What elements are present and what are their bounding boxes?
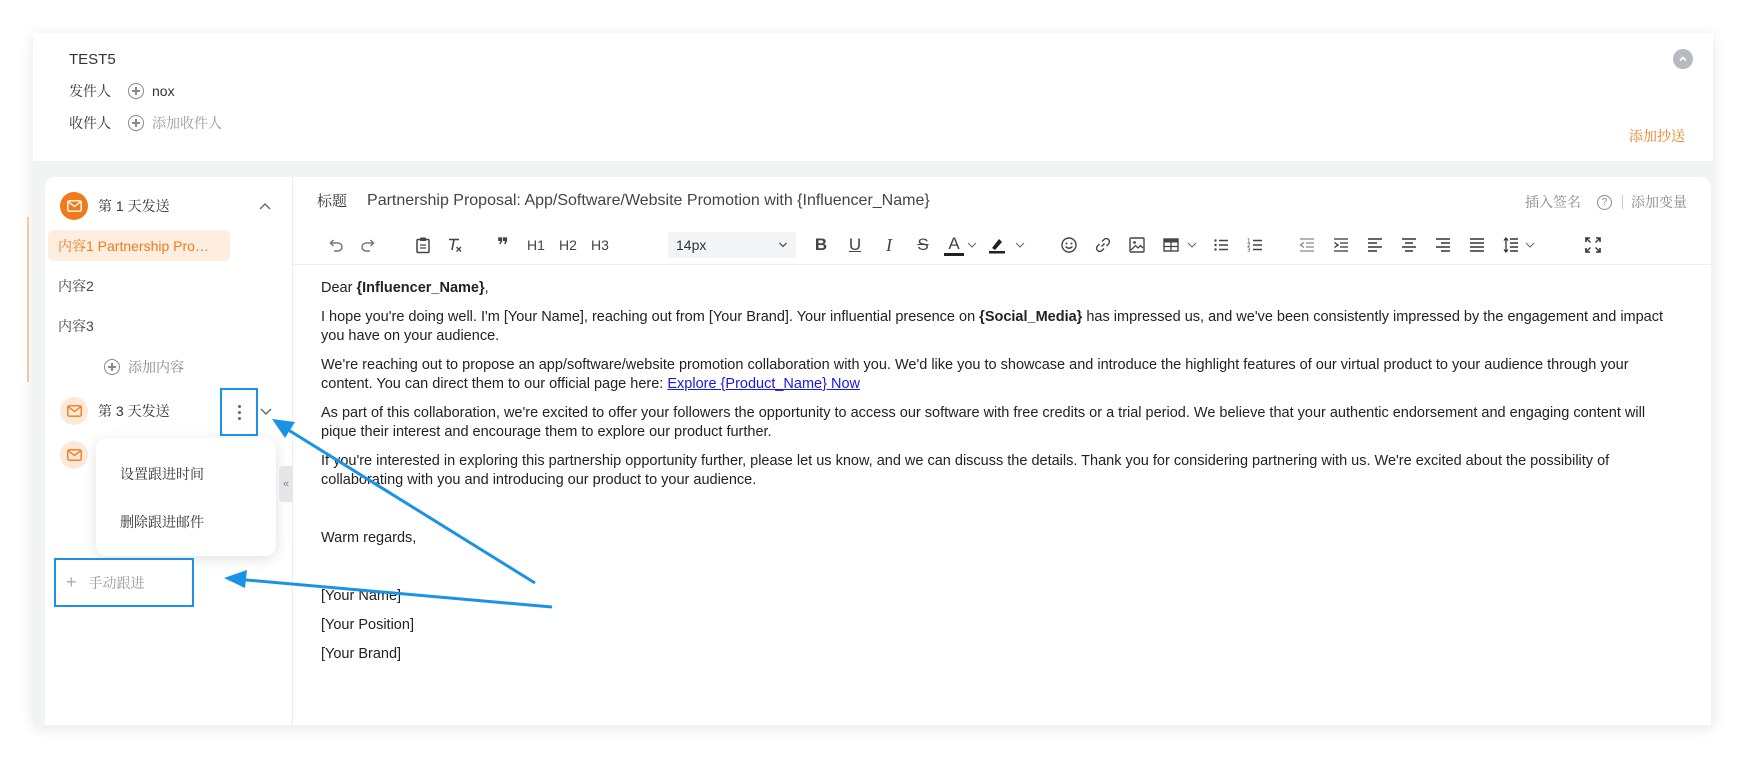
- chevron-down-icon[interactable]: [964, 228, 980, 262]
- align-center-icon[interactable]: [1396, 228, 1422, 262]
- highlight-icon[interactable]: [984, 228, 1010, 262]
- chevron-down-icon[interactable]: [259, 404, 273, 418]
- variable-social-media: {Social_Media}: [979, 309, 1083, 325]
- paragraph-4: If you're interested in exploring this partnership opportunity further, please let us know, and we can discuss the details. Thank you for considering partnering with us. We're excited about the possibility of collaborating with you and introducing our product to your audience.: [321, 453, 1610, 488]
- divider: [1622, 195, 1623, 209]
- emoji-icon[interactable]: [1056, 228, 1082, 262]
- redo-icon[interactable]: [356, 228, 382, 262]
- underline-button[interactable]: U: [848, 235, 862, 254]
- step-day-3[interactable]: [60, 397, 170, 425]
- closing: Warm regards,: [321, 530, 417, 546]
- chevron-down-icon[interactable]: [1522, 228, 1538, 262]
- mail-icon: [60, 441, 88, 469]
- table-icon[interactable]: [1158, 228, 1184, 262]
- sender-label: 发件人: [69, 83, 111, 99]
- chevron-up-icon: [1678, 54, 1688, 64]
- link-icon[interactable]: [1090, 228, 1116, 262]
- paragraph-2: We're reaching out to propose an app/software/website promotion collaboration with you. We'd like you to showcase and introduce the highlight features of our virtual product to your audience through your content. You can direct them to our official page here: Explore {Product_Name} Now: [321, 357, 1629, 392]
- collapse-sidebar-icon[interactable]: «: [279, 466, 293, 502]
- heading-1-button[interactable]: H1: [527, 237, 545, 253]
- greeting: Dear {Influencer_Name},: [321, 280, 489, 296]
- add-content-button[interactable]: [104, 357, 184, 377]
- svg-text:2: 2: [1247, 243, 1251, 249]
- editor-toolbar: [316, 228, 1686, 262]
- add-cc-link[interactable]: 添加抄送: [1629, 128, 1685, 144]
- step-label: 第 1 天发送: [98, 198, 170, 214]
- align-left-icon[interactable]: [1362, 228, 1388, 262]
- font-size-select[interactable]: [668, 232, 796, 258]
- heading-3-button[interactable]: H3: [591, 237, 609, 253]
- paragraph-1: I hope you're doing well. I'm [Your Name], reaching out from [Your Brand]. Your influential presence on {Social_Media} has impressed us, and we've been consistently impressed by the engagement and impact you have on your audience.: [321, 309, 1664, 344]
- line-height-icon[interactable]: [1498, 228, 1524, 262]
- variable-influencer-name: {Influencer_Name}: [356, 280, 485, 296]
- chevron-down-icon[interactable]: [1012, 228, 1028, 262]
- more-dots-icon: [238, 405, 241, 408]
- add-variable-link[interactable]: 添加变量: [1631, 194, 1687, 210]
- more-options-button[interactable]: [220, 388, 258, 436]
- indent-icon[interactable]: [1328, 228, 1354, 262]
- chevron-down-icon[interactable]: [1184, 228, 1200, 262]
- product-link[interactable]: Explore {Product_Name} Now: [667, 376, 860, 392]
- numbered-list-icon[interactable]: [1242, 228, 1268, 262]
- subject-label: 标题: [317, 193, 348, 210]
- manual-followup-button[interactable]: [54, 558, 194, 607]
- sender-value[interactable]: nox: [152, 83, 175, 99]
- timeline-line: [27, 217, 29, 382]
- paragraph-3: As part of this collaboration, we're excited to offer your followers the opportunity to access our software with free credits or a trial period. We believe that your authentic endorsement and engaging content will pique their interest and encourage them to explore our product further.: [321, 405, 1646, 440]
- clear-format-icon[interactable]: [442, 228, 468, 262]
- outdent-icon[interactable]: [1294, 228, 1320, 262]
- svg-text:3: 3: [1247, 247, 1251, 254]
- step-day-1[interactable]: [60, 192, 170, 220]
- signature-name: [Your Name]: [321, 588, 402, 604]
- content-item-2[interactable]: 内容2: [58, 277, 94, 294]
- menu-item-set-time[interactable]: 设置跟进时间: [120, 466, 204, 482]
- campaign-name: TEST5: [69, 51, 116, 68]
- recipient-label: 收件人: [69, 115, 111, 131]
- italic-button[interactable]: I: [886, 234, 892, 255]
- fullscreen-icon[interactable]: [1580, 228, 1606, 262]
- content-item-1[interactable]: 内容1 Partnership Pro…: [48, 230, 230, 261]
- image-icon[interactable]: [1124, 228, 1150, 262]
- bold-button[interactable]: B: [814, 235, 828, 254]
- toolbar-divider: [293, 264, 1711, 265]
- add-content-label: 添加内容: [128, 359, 184, 375]
- email-header: [33, 33, 1713, 161]
- add-sender-icon[interactable]: [128, 83, 144, 99]
- recipient-row: [69, 113, 222, 133]
- text-color-button[interactable]: A: [944, 234, 964, 256]
- subject-input[interactable]: Partnership Proposal: App/Software/Website Promotion with {Influencer_Name}: [367, 191, 930, 209]
- email-body-editor[interactable]: [321, 279, 1681, 674]
- insert-signature-link[interactable]: 插入签名: [1525, 194, 1581, 210]
- sender-row: [69, 81, 175, 101]
- chevron-down-icon: [778, 240, 788, 250]
- heading-2-button[interactable]: H2: [559, 237, 577, 253]
- subject-tools: [1525, 192, 1687, 212]
- manual-followup-label: 手动跟进: [88, 574, 145, 591]
- chevron-up-icon[interactable]: [258, 200, 272, 214]
- signature-position: [Your Position]: [321, 617, 414, 633]
- svg-text:1: 1: [1247, 238, 1251, 245]
- add-recipient-link[interactable]: 添加收件人: [152, 115, 222, 131]
- content-item-3[interactable]: 内容3: [58, 317, 94, 334]
- align-right-icon[interactable]: [1430, 228, 1456, 262]
- step-day-next[interactable]: [60, 441, 98, 469]
- strikethrough-button[interactable]: S: [917, 235, 929, 254]
- plus-circle-icon: [104, 359, 120, 375]
- signature-brand: [Your Brand]: [321, 646, 402, 662]
- font-size-value: 14px: [676, 237, 707, 253]
- step-options-menu: [96, 438, 276, 556]
- subject-row: [317, 190, 930, 211]
- add-recipient-icon[interactable]: [128, 115, 144, 131]
- paste-icon[interactable]: [410, 228, 436, 262]
- mail-icon: [60, 192, 88, 220]
- collapse-header-button[interactable]: [1673, 49, 1693, 69]
- blockquote-icon[interactable]: ❞: [497, 234, 509, 257]
- justify-icon[interactable]: [1464, 228, 1490, 262]
- undo-icon[interactable]: [322, 228, 348, 262]
- menu-item-delete[interactable]: 删除跟进邮件: [120, 514, 204, 530]
- help-icon[interactable]: ?: [1597, 195, 1612, 210]
- step-label: 第 3 天发送: [98, 403, 170, 419]
- mail-icon: [60, 397, 88, 425]
- bullet-list-icon[interactable]: [1208, 228, 1234, 262]
- plus-icon: +: [66, 572, 77, 592]
